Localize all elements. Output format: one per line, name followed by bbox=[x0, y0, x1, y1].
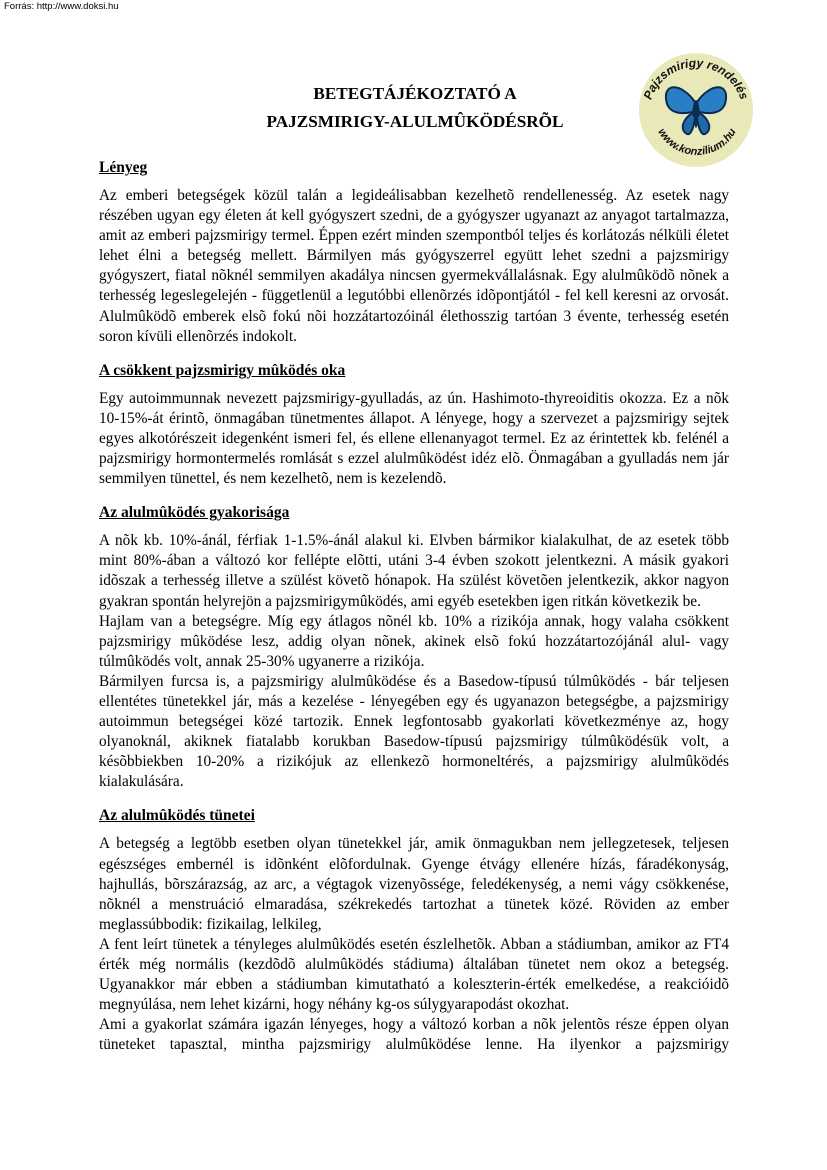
paragraph: A nõk kb. 10%-ánál, férfiak 1-1.5%-ánál alakul ki. Elvben bármikor kialakulhat, de az esetek több mint 80%-ában a változó kor fellépte elõtti, utáni 3-4 évben szokott jelentkezni. A másik gyakori idõszak a terhesség illetve a szülést követõ hónapok. Ha szülést követõen jelentkezik, akkor nagyon gyakran spontán helyrejön a pajzsmirigymûködés, ami egyéb esetekben igen ritkán következik be. bbox=[99, 532, 729, 610]
logo-bottom-text: www.konzilium.hu bbox=[655, 126, 739, 159]
paragraph: Bármilyen furcsa is, a pajzsmirigy alulmûködése és a Basedow-típusú túlmûködés - bár teljesen ellentétes tünetekkel jár, más a kezelése - lényegében egy és ugyanazon betegségbe, a pajzsmirigy autoimmun betegségei közé tartozik. Ennek legfontosabb gyakorlati következménye az, hogy olyanoknál, akiknek fiatalabb korukban Basedow-típusú pajzsmirigy túlmûködésük volt, a késõbbiekben 10-20% a rizikójuk az ellenkezõ hormoneltérés, a pajzsmirigy alulmûködés kialakulására. bbox=[99, 672, 729, 791]
section-heading: Lényeg bbox=[99, 159, 148, 176]
konzilium-logo bbox=[635, 52, 757, 168]
document-body bbox=[99, 158, 729, 1069]
logo-top-text: Pajzsmirigy rendelés bbox=[640, 55, 752, 102]
paragraph: A betegség a legtöbb esetben olyan tünetekkel jár, amik önmagukban nem jellegzetesek, teljesen egészséges embernél is idõnként elõfordulnak. Gyenge étvágy ellenére hízás, fáradékonyság, hajhullás, bõrszárazság, az arc, a végtagok vizenyõssége, feledékenység, a nemi vágy csökkenése, nõknél a menstruáció elmaradása, székrekedés tartozhat a tünetek közé. Röviden az ember meglassúbbodik: fizikailag, lelkileg, bbox=[99, 835, 729, 933]
paragraph: Hajlam van a betegségre. Míg egy átlagos nõnél kb. 10% a rizikója annak, hogy valaha csökkent pajzsmirigy mûködése lesz, addig olyan nõnek, akinek elsõ fokú hozzátartozójánál alul- vagy túlmûködés volt, annak 25-30% ugyanerre a rizikója. bbox=[99, 612, 729, 670]
section-heading: A csökkent pajzsmirigy mûködés oka bbox=[99, 361, 346, 379]
paragraph: Ami a gyakorlat számára igazán lényeges, hogy a változó korban a nõk jelentõs része éppen olyan tüneteket tapasztal, mintha pajzsmirigy alulmûködése lenne. Ha ilyenkor a pajzsmirigy bbox=[99, 1016, 729, 1054]
page-title-line-2: PAJZSMIRIGY-ALULMÛKÖDÉSRÕL bbox=[266, 112, 564, 131]
section-ok bbox=[99, 361, 729, 489]
section-tunetek bbox=[99, 806, 729, 1055]
section-heading: Az alulmûködés gyakorisága bbox=[99, 504, 290, 522]
paragraph: Egy autoimmunnak nevezett pajzsmirigy-gyulladás, az ún. Hashimoto-thyreoiditis okozza. Ez a nõk 10-15%-át érintõ, önmagában tünetmentes állapot. A lényege, hogy a szervezet a pajzsmirigy sejtek egyes alkotórészeit idegenként ismeri fel, és ellene ellenanyagot termel. Ez az érintettek kb. felénél a pajzsmirigy hormontermelés romlását s ezzel alulmûködést idéz elõ. Önmagában a gyulladás nem jár semmilyen tünettel, és nem kezelhetõ, nem is kezelendõ. bbox=[99, 389, 729, 488]
section-gyakorisag bbox=[99, 503, 729, 792]
section-heading: Az alulmûködés tünetei bbox=[99, 807, 255, 825]
source-label: Forrás: http://www.doksi.hu bbox=[4, 1, 119, 12]
paragraph: Az emberi betegségek közül talán a legideálisabban kezelhetõ rendellenesség. Az esetek nagy részében ugyan egy életen át kell gyógyszert szedni, de a gyógyszer ugyanazt az anyagot tartalmazza, amit az emberi pajzsmirigy termel. Éppen ezért minden szempontból teljes és korlátozás nélküli életet lehet élni a betegség mellett. Bármilyen más gyógyszerrel együtt lehet szedni a pajzsmirigy gyógyszert, fiatal nõknél semmilyen akadálya nincsen gyermekvállalásnak. Egy alulmûködõ nõnek a terhesség legeslegelején - függetlenül a legutóbbi ellenõrzés idõpontjától - fel kell keresni az orvosát. Alulmûködõ emberek elsõ fokú nõi hozzátartozóinál élethosszig tartóan 3 évente, terhesség esetén soron kívüli ellenõrzés indokolt. bbox=[99, 187, 729, 345]
paragraph: A fent leírt tünetek a tényleges alulmûködés esetén észlelhetõk. Abban a stádiumban, amikor az FT4 érték még normális (kezdõdõ alulmûködés stádiuma) általában tünetet nem okoz a betegség. Ugyanakkor már ebben a stádiumban kimutatható a koleszterin-érték emelkedése, a reakcióidõ megnyúlása, nem lehet kizárni, hogy néhány kg-os súlygyarapodást okozhat. bbox=[99, 935, 729, 1014]
section-lenyeg bbox=[99, 158, 729, 347]
page-title-line-1: BETEGTÁJÉKOZTATÓ A bbox=[313, 84, 517, 103]
